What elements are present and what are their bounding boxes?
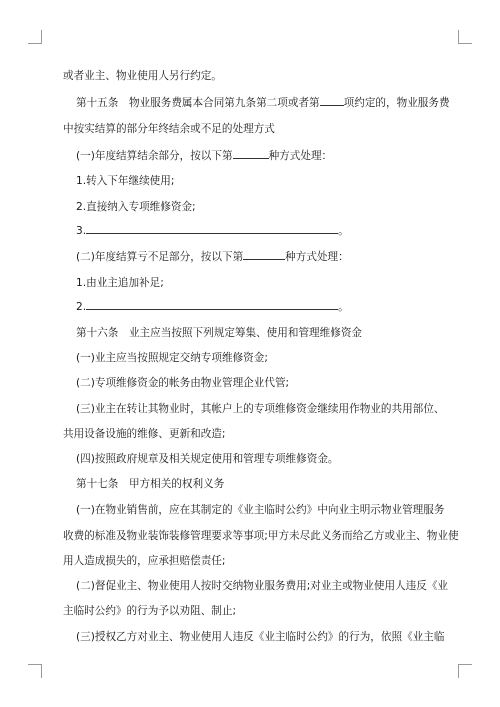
text-line: 收费的标准及物业装饰装修管理要求等事项;甲方未尽此义务而给乙方或业主、物业使 xyxy=(63,530,459,542)
text-segment: 。 xyxy=(338,225,349,237)
text-line: 或者业主、物业使用人另行约定。 xyxy=(63,70,222,82)
text-line: (一)业主应当按照规定交纳专项维修资金; xyxy=(76,352,268,364)
text-segment: 2. xyxy=(76,301,87,313)
fill-blank xyxy=(86,233,338,234)
text-line: 1.转入下年继续使用; xyxy=(76,175,175,187)
text-segment: 种方式处理： xyxy=(285,251,349,263)
clause-line xyxy=(76,300,349,314)
text-line: 2.直接纳入专项维修资金; xyxy=(76,201,196,213)
fill-blank xyxy=(243,259,285,260)
crop-mark-top-left xyxy=(28,30,42,44)
text-line: (二)督促业主、物业使用人按时交纳物业服务费用;对业主或物业使用人违反《业 xyxy=(76,580,449,592)
text-line: (二)专项维修资金的帐务由物业管理企业代管; xyxy=(76,377,290,389)
clause-line xyxy=(76,149,332,163)
clause-line xyxy=(76,224,349,238)
crop-mark-top-right xyxy=(458,30,472,44)
fill-blank xyxy=(86,309,338,310)
crop-mark-bottom-left xyxy=(28,664,42,678)
clause-line xyxy=(76,250,349,264)
text-line: 1.由业主追加补足; xyxy=(76,277,164,289)
fill-blank xyxy=(233,158,269,159)
article-17-heading: 第十七条 甲方相关的权利义务 xyxy=(76,478,225,490)
text-segment: 项约定的，物业服务费 xyxy=(343,97,450,109)
text-segment: 种方式处理： xyxy=(268,150,333,162)
text-segment: (二)年度结算亏不足部分，按以下第 xyxy=(76,251,244,263)
fill-blank xyxy=(320,105,344,106)
text-line: 用人造成损失的，应承担赔偿责任; xyxy=(63,555,226,567)
text-segment: 3. xyxy=(76,225,87,237)
article-15-line xyxy=(76,96,450,110)
text-segment: (一)年度结算结余部分，按以下第 xyxy=(76,150,233,162)
text-line: (四)按照政府规章及相关规定使用和管理专项维修资金。 xyxy=(76,453,339,465)
text-line: 共用设备设施的维修、更新和改造; xyxy=(63,428,226,440)
text-segment: 第十五条 物业服务费属本合同第九条第二项或者第 xyxy=(76,97,320,109)
text-line: (一)在物业销售前，应在其制定的《业主临时公约》中向业主明示物业管理服务 xyxy=(76,504,445,516)
text-segment: 。 xyxy=(338,301,349,313)
text-line: 主临时公约》的行为予以劝阻、制止; xyxy=(63,605,237,617)
text-line: 中按实结算的部分年终结余或不足的处理方式 xyxy=(63,123,275,135)
text-line: (三)授权乙方对业主、物业使用人违反《业主临时公约》的行为，依照《业主临 xyxy=(76,631,445,643)
crop-mark-bottom-right xyxy=(458,664,472,678)
article-16-heading: 第十六条 业主应当按照下列规定筹集、使用和管理维修资金 xyxy=(76,327,363,339)
text-line: (三)业主在转让其物业时，其帐户上的专项维修资金继续用作物业的共用部位、 xyxy=(76,403,445,415)
